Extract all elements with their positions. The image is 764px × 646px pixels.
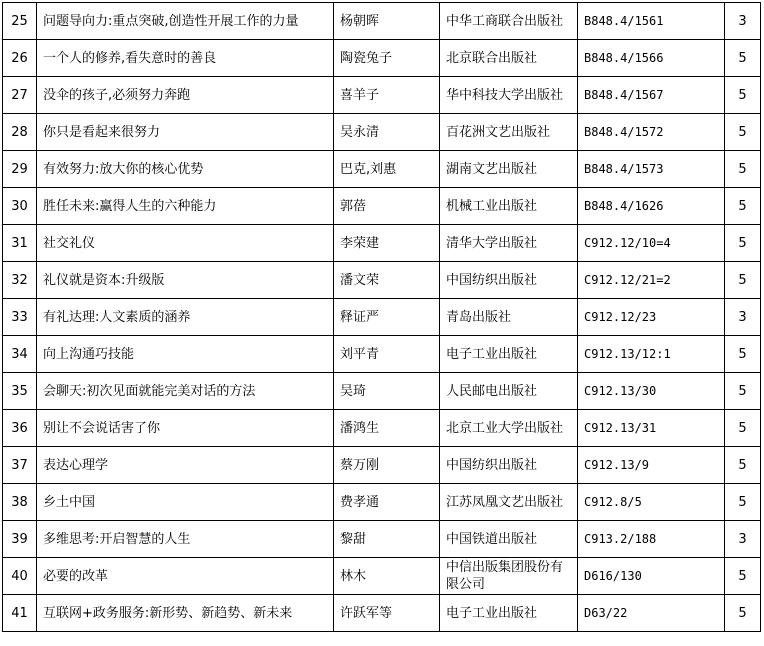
table-row (3, 188, 761, 225)
table-row (3, 299, 761, 336)
table-row (3, 373, 761, 410)
row-number: 36 (3, 410, 37, 447)
row-number: 31 (3, 225, 37, 262)
row-number: 25 (3, 3, 37, 40)
book-author: 吴琦 (334, 373, 440, 410)
book-author: 许跃军等 (334, 595, 440, 632)
row-number: 28 (3, 114, 37, 151)
book-publisher: 机械工业出版社 (440, 188, 578, 225)
book-publisher: 人民邮电出版社 (440, 373, 578, 410)
row-number: 35 (3, 373, 37, 410)
table-row (3, 595, 761, 632)
book-publisher: 中信出版集团股份有限公司 (440, 558, 578, 595)
table-row (3, 521, 761, 558)
row-number: 37 (3, 447, 37, 484)
book-copies: 3 (725, 521, 761, 558)
book-copies: 3 (725, 299, 761, 336)
row-number: 29 (3, 151, 37, 188)
book-title: 向上沟通巧技能 (37, 336, 334, 373)
table-row (3, 410, 761, 447)
book-publisher: 湖南文艺出版社 (440, 151, 578, 188)
book-copies: 5 (725, 447, 761, 484)
book-copies: 5 (725, 484, 761, 521)
book-call-number: B848.4/1566 (578, 40, 725, 77)
book-author: 费孝通 (334, 484, 440, 521)
table-row (3, 336, 761, 373)
book-author: 郭蓓 (334, 188, 440, 225)
book-publisher: 青岛出版社 (440, 299, 578, 336)
book-publisher: 北京工业大学出版社 (440, 410, 578, 447)
book-copies: 5 (725, 336, 761, 373)
book-author: 蔡万刚 (334, 447, 440, 484)
book-author: 喜羊子 (334, 77, 440, 114)
book-publisher: 华中科技大学出版社 (440, 77, 578, 114)
row-number: 30 (3, 188, 37, 225)
book-title: 胜任未来:赢得人生的六种能力 (37, 188, 334, 225)
book-author: 刘平青 (334, 336, 440, 373)
book-title: 乡土中国 (37, 484, 334, 521)
book-copies: 5 (725, 262, 761, 299)
table-row (3, 262, 761, 299)
book-publisher: 中国铁道出版社 (440, 521, 578, 558)
book-title: 一个人的修养,看失意时的善良 (37, 40, 334, 77)
book-publisher: 百花洲文艺出版社 (440, 114, 578, 151)
book-call-number: C912.13/31 (578, 410, 725, 447)
book-title: 有效努力:放大你的核心优势 (37, 151, 334, 188)
book-copies: 5 (725, 114, 761, 151)
book-author: 吴永清 (334, 114, 440, 151)
book-author: 潘文荣 (334, 262, 440, 299)
table-row (3, 77, 761, 114)
row-number: 41 (3, 595, 37, 632)
book-title: 表达心理学 (37, 447, 334, 484)
row-number: 27 (3, 77, 37, 114)
book-author: 林木 (334, 558, 440, 595)
book-copies: 3 (725, 3, 761, 40)
book-title: 别让不会说话害了你 (37, 410, 334, 447)
book-copies: 5 (725, 188, 761, 225)
book-author: 潘鸿生 (334, 410, 440, 447)
book-title: 有礼达理:人文素质的涵养 (37, 299, 334, 336)
table-row (3, 484, 761, 521)
book-copies: 5 (725, 558, 761, 595)
book-title: 多维思考:开启智慧的人生 (37, 521, 334, 558)
row-number: 33 (3, 299, 37, 336)
book-publisher: 中华工商联合出版社 (440, 3, 578, 40)
table-row (3, 225, 761, 262)
table-row (3, 40, 761, 77)
book-copies: 5 (725, 595, 761, 632)
row-number: 34 (3, 336, 37, 373)
book-author: 李荣建 (334, 225, 440, 262)
book-title: 礼仪就是资本:升级版 (37, 262, 334, 299)
table-row (3, 558, 761, 595)
book-publisher: 北京联合出版社 (440, 40, 578, 77)
book-call-number: C912.12/21=2 (578, 262, 725, 299)
book-call-number: C912.12/10=4 (578, 225, 725, 262)
book-publisher: 江苏凤凰文艺出版社 (440, 484, 578, 521)
book-publisher: 中国纺织出版社 (440, 262, 578, 299)
book-call-number: B848.4/1561 (578, 3, 725, 40)
book-publisher: 清华大学出版社 (440, 225, 578, 262)
book-title: 必要的改革 (37, 558, 334, 595)
book-copies: 5 (725, 410, 761, 447)
book-call-number: B848.4/1572 (578, 114, 725, 151)
book-title: 你只是看起来很努力 (37, 114, 334, 151)
book-list-table (2, 2, 761, 632)
book-publisher: 电子工业出版社 (440, 336, 578, 373)
book-copies: 5 (725, 373, 761, 410)
book-publisher: 电子工业出版社 (440, 595, 578, 632)
book-title: 问题导向力:重点突破,创造性开展工作的力量 (37, 3, 334, 40)
book-call-number: C913.2/188 (578, 521, 725, 558)
row-number: 32 (3, 262, 37, 299)
book-author: 巴克,刘惠 (334, 151, 440, 188)
table-row (3, 3, 761, 40)
book-call-number: C912.13/9 (578, 447, 725, 484)
table-row (3, 447, 761, 484)
book-author: 陶瓷兔子 (334, 40, 440, 77)
book-title: 没伞的孩子,必须努力奔跑 (37, 77, 334, 114)
book-title: 会聊天:初次见面就能完美对话的方法 (37, 373, 334, 410)
row-number: 38 (3, 484, 37, 521)
book-call-number: B848.4/1573 (578, 151, 725, 188)
row-number: 26 (3, 40, 37, 77)
book-title: 互联网+政务服务:新形势、新趋势、新未来 (37, 595, 334, 632)
book-copies: 5 (725, 151, 761, 188)
book-author: 黎甜 (334, 521, 440, 558)
table-row (3, 114, 761, 151)
book-publisher: 中国纺织出版社 (440, 447, 578, 484)
book-author: 释证严 (334, 299, 440, 336)
row-number: 39 (3, 521, 37, 558)
book-list-body (3, 3, 761, 632)
book-call-number: D616/130 (578, 558, 725, 595)
book-call-number: D63/22 (578, 595, 725, 632)
book-title: 社交礼仪 (37, 225, 334, 262)
book-author: 杨朝晖 (334, 3, 440, 40)
book-call-number: C912.13/30 (578, 373, 725, 410)
book-call-number: C912.12/23 (578, 299, 725, 336)
book-copies: 5 (725, 77, 761, 114)
row-number: 40 (3, 558, 37, 595)
book-call-number: C912.13/12:1 (578, 336, 725, 373)
book-copies: 5 (725, 40, 761, 77)
book-call-number: B848.4/1567 (578, 77, 725, 114)
book-copies: 5 (725, 225, 761, 262)
table-row (3, 151, 761, 188)
book-call-number: B848.4/1626 (578, 188, 725, 225)
book-call-number: C912.8/5 (578, 484, 725, 521)
